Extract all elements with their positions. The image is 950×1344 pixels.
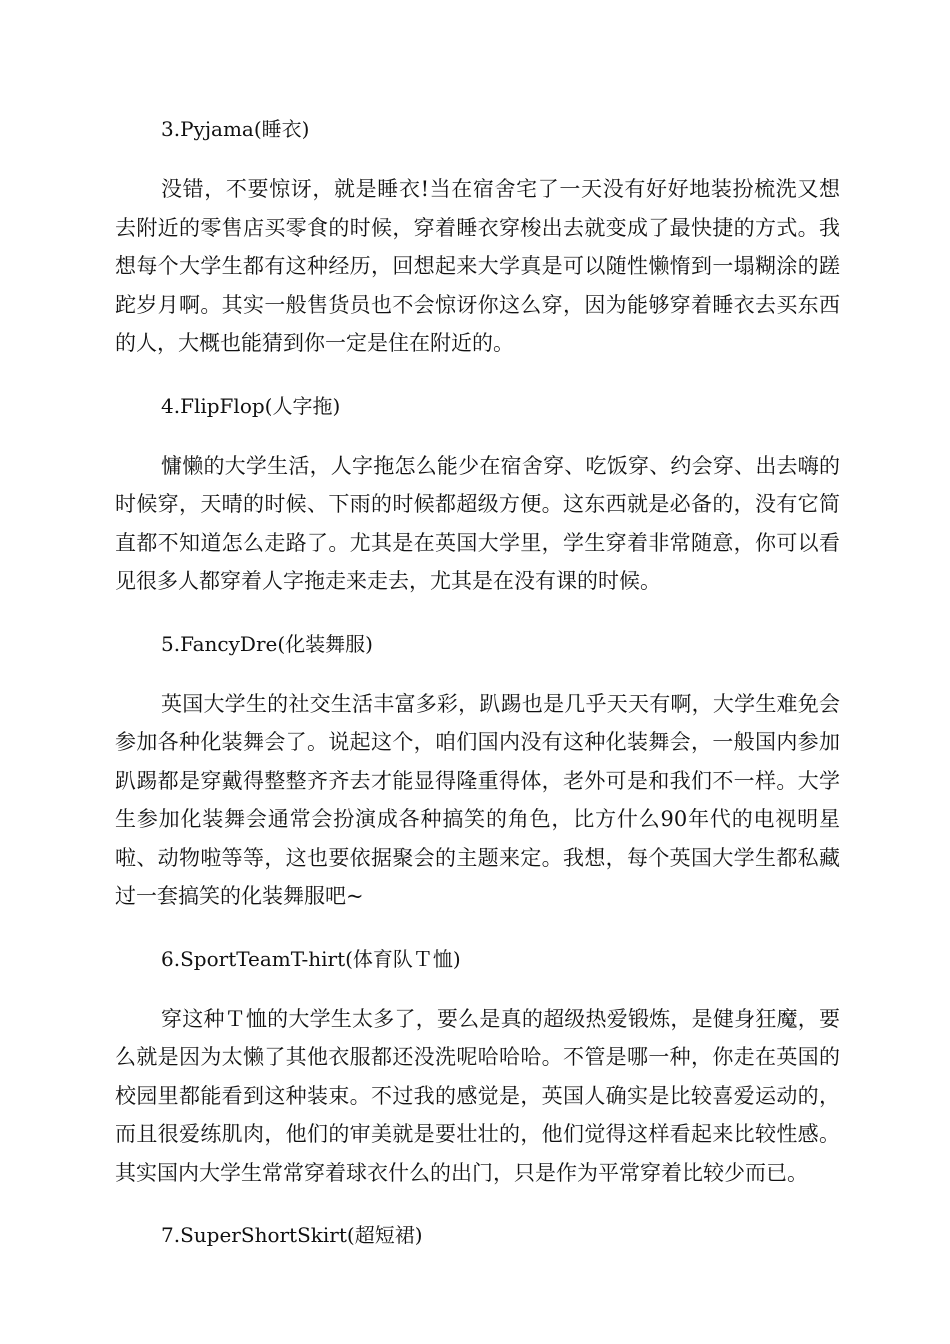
section-paragraph-flipflop: 慵懒的大学生活，人字拖怎么能少在宿舍穿、吃饭穿、约会穿、出去嗨的时候穿，天晴的时候、下雨的时候都超级方便。这东西就是必备的，没有它简直都不知道怎么走路了。尤其是在英国大学里，学生穿着非常随意，你可以看见很多人都穿着人字拖走来走去，尤其是在没有课的时候。 (115, 453, 840, 593)
section-paragraph-pyjama: 没错，不要惊讶，就是睡衣!当在宿舍宅了一天没有好好地装扮梳洗又想去附近的零售店买零食的时候，穿着睡衣穿梭出去就变成了最快捷的方式。我想每个大学生都有这种经历，回想起来大学真是可以随性懒惰到一塌糊涂的蹉跎岁月啊。其实一般售货员也不会惊讶你这么穿，因为能够穿着睡衣去买东西的人，大概也能猜到你一定是住在附近的。 (115, 177, 840, 355)
section-heading-fancy-dress: 5.FancyDre(化装舞服) (161, 631, 373, 656)
section-heading-pyjama: 3.Pyjama(睡衣) (161, 117, 310, 141)
section-paragraph-fancy-dress: 英国大学生的社交生活丰富多彩，趴踢也是几乎天天有啊，大学生难免会参加各种化装舞会了。说起这个，咱们国内没有这种化装舞会，一般国内参加趴踢都是穿戴得整整齐齐去才能显得隆重得体，老外可是和我们不一样。大学生参加化装舞会通常会扮演成各种搞笑的角色，比方什么90年代的电视明星啦、动物啦等等，这也要依据聚会的主题来定。我想，每个英国大学生都私藏过一套搞笑的化装舞服吧~ (115, 691, 840, 908)
section-heading-flipflop: 4.FlipFlop(人字拖) (161, 393, 341, 418)
section-paragraph-sport-team-tshirt: 穿这种Ｔ恤的大学生太多了，要么是真的超级热爱锻炼，是健身狂魔，要么就是因为太懒了其他衣服都还没洗呢哈哈哈。不管是哪一种，你走在英国的校园里都能看到这种装束。不过我的感觉是，英国人确实是比较喜爱运动的，而且很爱练肌肉，他们的审美就是要壮壮的，他们觉得这样看起来比较性感。其实国内大学生常常穿着球衣什么的出门，只是作为平常穿着比较少而已。 (115, 1006, 840, 1185)
section-heading-super-short-skirt: 7.SuperShortSkirt(超短裙) (161, 1223, 423, 1247)
article-body (115, 110, 840, 1276)
section-heading-sport-team-tshirt: 6.SportTeamT-hirt(体育队Ｔ恤) (161, 946, 461, 971)
